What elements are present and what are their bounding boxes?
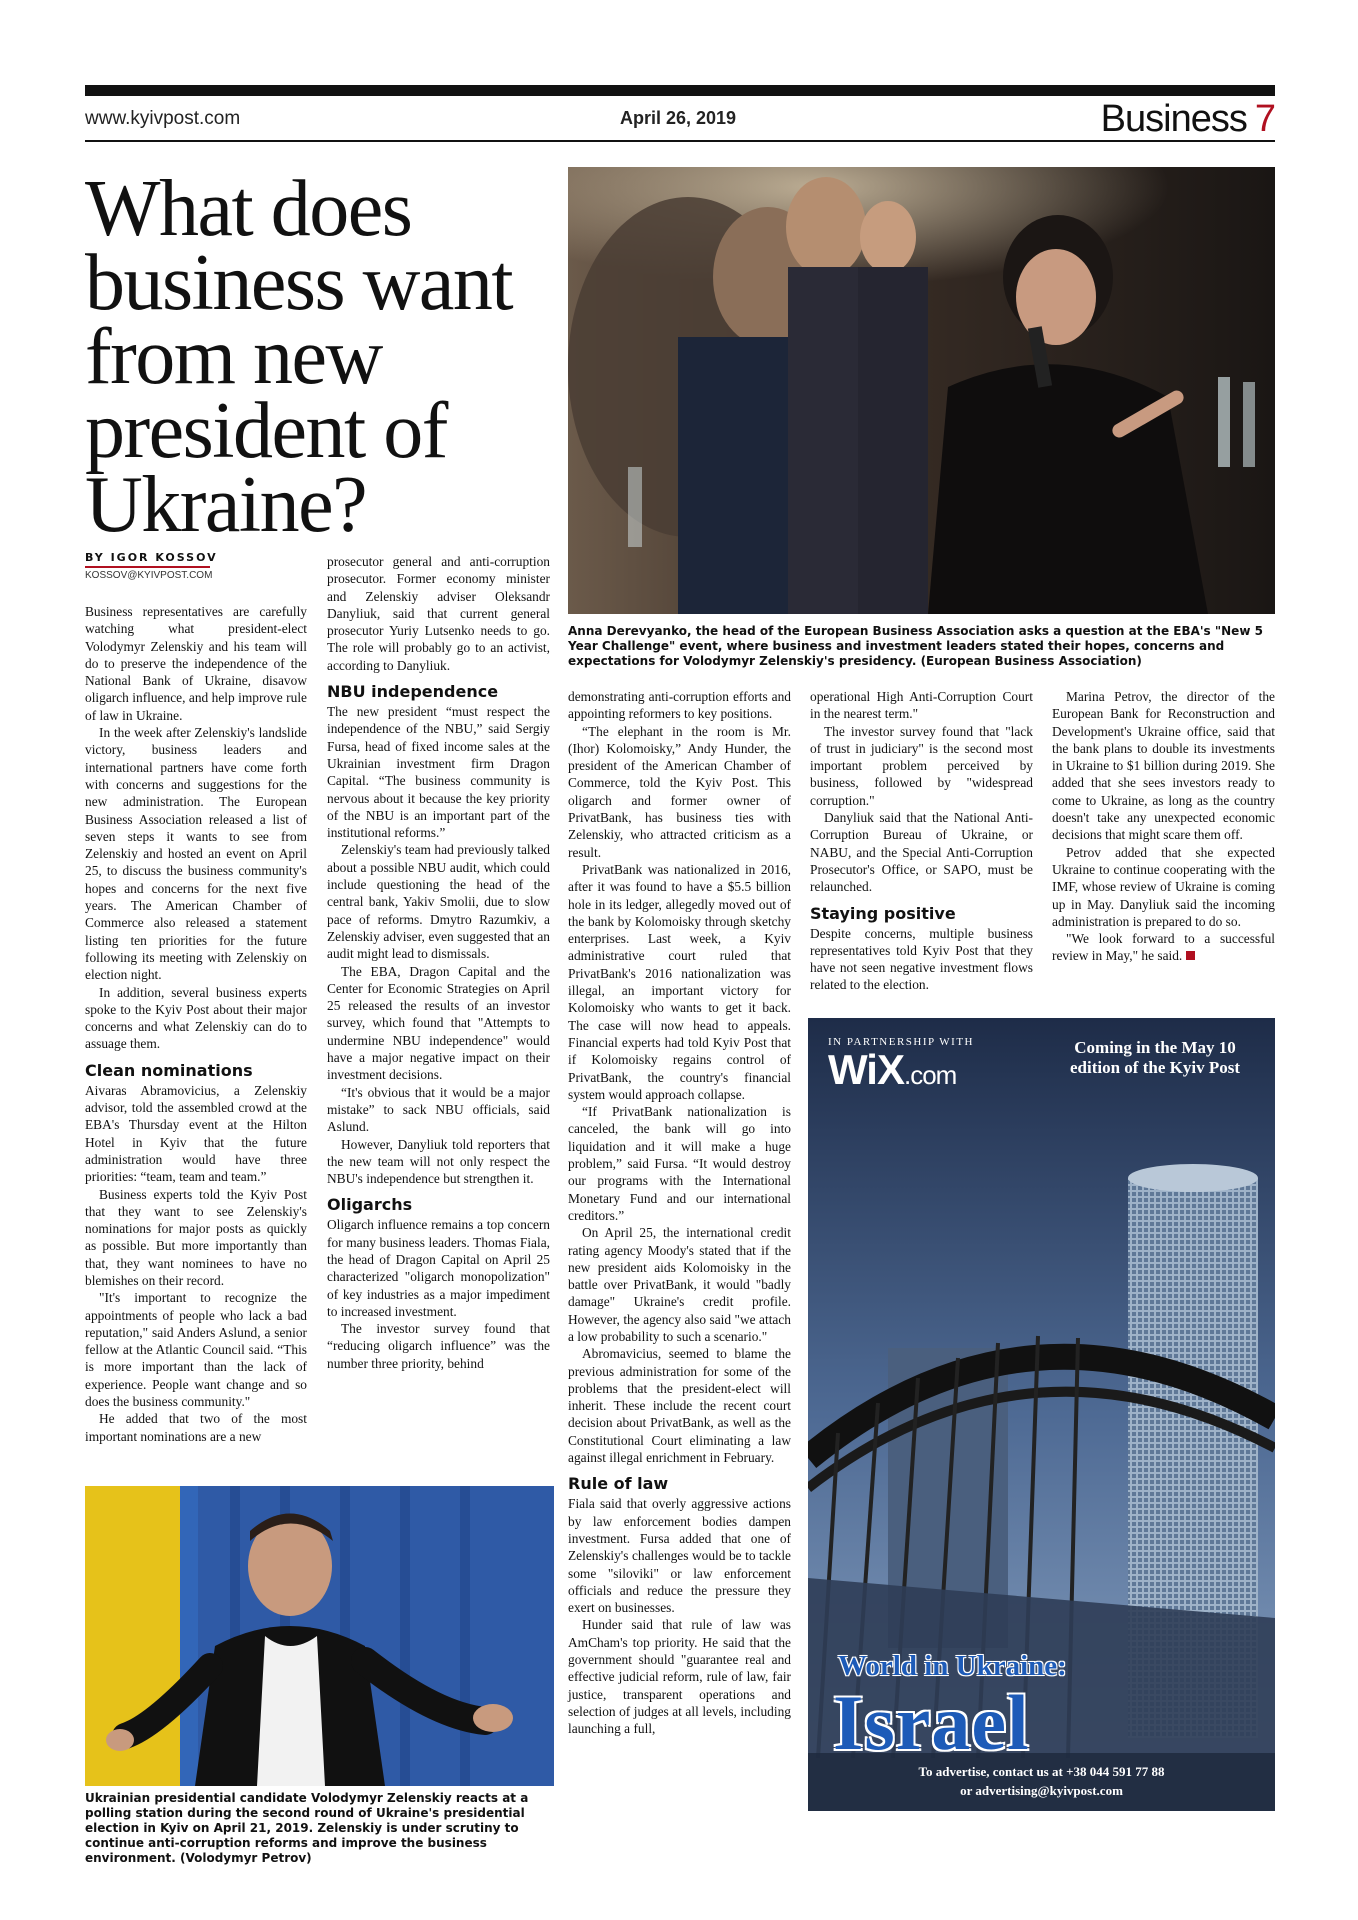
paragraph: "It's important to recognize the appointments of people who lack a bad reputation," said Anders Aslund, a senior fellow at the Atlantic Council said. “This is more important than the lack of experience. People want change and so does the business community." — [85, 1290, 307, 1410]
headline: What does business want from new president of Ukraine? — [85, 165, 513, 549]
author-email[interactable]: KOSSOV@KYIVPOST.COM — [85, 570, 213, 581]
header-rule — [85, 140, 1275, 142]
advertisement[interactable] — [808, 1018, 1275, 1811]
paragraph: However, Danyliuk told reporters that the new team will not only respect the NBU's independence but strengthen it. — [327, 1136, 550, 1187]
article-column-5 — [1052, 688, 1275, 965]
article-column-2 — [327, 553, 550, 1372]
paragraph: prosecutor general and anti-corruption prosecutor. Former economy minister and Zelenskiy adviser Oleksandr Danyliuk, said that current general prosecutor Yuriy Lutsenko needs to go. The role will probably go to an activist, according to Danyliuk. — [327, 554, 550, 673]
paragraph: “It's obvious that it would be a major mistake” to sack NBU officials, said Aslund. — [327, 1084, 550, 1135]
masthead-rule — [85, 85, 1275, 96]
event-photo-caption: Anna Derevyanko, the head of the European Business Association asks a question at the EBA's "New 5 Year Challenge" event, where business and investment leaders stated their hopes, concerns and expectations for Volodymyr Zelenskiy's presidency. (European Business Association) — [568, 624, 1263, 668]
wix-logo — [828, 1046, 956, 1094]
site-url: www.kyivpost.com — [85, 108, 241, 129]
paragraph: The EBA, Dragon Capital and the Center for Economic Strategies on April 25 released the results of an investor survey, which found that "Attempts to undermine NBU independence" would have a major negative impact on their investment decisions. — [327, 963, 550, 1083]
article-column-3 — [568, 688, 791, 1738]
paragraph: On April 25, the international credit rating agency Moody's stated that if the new president aids Kolomoisky in the battle over PrivatBank, it would "badly damage" Ukraine's credit profile. However, the agency also said "we attach a low probability to such a scenario." — [568, 1225, 791, 1344]
event-photo-illustration — [568, 167, 1275, 614]
page-number: 7 — [1254, 98, 1275, 140]
paragraph: Despite concerns, multiple business representatives told Kyiv Post that they have not seen negative investment flows related to the election. — [810, 925, 1033, 993]
paragraph: Oligarch influence remains a top concern for many business leaders. Thomas Fiala, the head of Dragon Capital on April 25 characterized "oligarch monopolization" of key industries as a major impediment to increased investment. — [327, 1217, 550, 1319]
article-column-4 — [810, 688, 1033, 994]
paragraph — [1052, 930, 1275, 965]
article-column-1 — [85, 603, 307, 1445]
byline — [85, 551, 218, 581]
paragraph: PrivatBank was nationalized in 2016, after it was found to have a $5.5 billion hole in its ledger, allegedly moved out of the bank by Kolomoisky through sketchy enterprises. Last week, a Kyiv administrative court ruled that PrivatBank's 2016 nationalization was illegal, an important victory for Kolomoisky who wants to get it back. The case will now head to appeals. Financial experts had told Kyiv Post that if Kolomoisky regains control of PrivatBank, the country's financial system would approach collapse. — [568, 861, 791, 1102]
subhead-staying-positive: Staying positive — [810, 903, 956, 923]
paragraph: The investor survey found that "lack of trust in judiciary" is the second most important problem perceived by business, followed by "widespread corruption." — [810, 723, 1033, 808]
section-name: Business — [1100, 98, 1247, 140]
ad-coming-soon: Coming in the May 10 edition of the Kyiv Post — [1070, 1038, 1240, 1077]
subhead-clean-nominations: Clean nominations — [85, 1060, 253, 1080]
paragraph: “If PrivatBank nationalization is canceled, the bank will go into liquidation and it will make a huge problem,” said Fursa. “It would destroy our programs with the International Monetary Fund and our international creditors.” — [568, 1104, 791, 1223]
zelenskiy-photo-caption: Ukrainian presidential candidate Volodymyr Zelenskiy reacts at a polling station during the second round of Ukraine's presidential election in Kyiv on April 21, 2019. Zelenskiy is under scrutiny to continue anti-corruption reforms and improve the business environment. (Volodymyr Petrov) — [85, 1791, 529, 1865]
byline-rule — [85, 566, 210, 568]
paragraph: In the week after Zelenskiy's landslide victory, business leaders and international partners have come forth with concerns and suggestions for the new administration. The European Business Association released a list of seven steps it wants to see from Zelenskiy and hosted an event on April 25, to discuss the business community's hopes and concerns for the next five years. The American Chamber of Commerce also released a statement listing ten priorities for the future following its meeting with Zelenskiy on election night. — [85, 725, 307, 983]
subhead-rule-of-law: Rule of law — [568, 1474, 669, 1494]
paragraph: Marina Petrov, the director of the European Bank for Reconstruction and Development's Ukraine office, said that the bank plans to double its investments in Ukraine to $1 billion during 2019. She added that she sees investors ready to come to Ukraine, as long as the country doesn't take any unexpected economic decisions that might scare them off. — [1052, 689, 1275, 843]
paragraph: “The elephant in the room is Mr. (Ihor) Kolomoisky,” Andy Hunder, the president of the American Chamber of Commerce, told the Kyiv Post. This oligarch and former owner of PrivatBank, has business ties with Zelenskiy, who attracted criticism as a result. — [568, 723, 791, 860]
paragraph: Aivaras Abramovicius, a Zelenskiy advisor, told the assembled crowd at the EBA's Thursday event at the Hilton Hotel in Kyiv that the future administration would have three priorities: “team, team and team.” — [85, 1082, 307, 1185]
paragraph: Fiala said that overly aggressive actions by law enforcement bodies dampen investment. Fursa added that one of Zelenskiy's challenges would be to tackle some "siloviki" or law enforcement officials and reduce the pressure they exert on businesses. — [568, 1496, 791, 1616]
paragraph: Petrov added that she expected Ukraine to continue cooperating with the IMF, whose review of Ukraine is coming up in May. Danyliuk said the incoming administration is prepared to do so. — [1052, 844, 1275, 929]
ad-title: World in Ukraine: — [838, 1650, 1067, 1682]
wix-brand-suffix: .com — [903, 1060, 957, 1090]
zelenskiy-photo-illustration — [85, 1486, 554, 1786]
closing-quote: "We look forward to a successful review in May," he said. — [1052, 931, 1275, 964]
paragraph: Danyliuk said that the National Anti-Corruption Bureau of Ukraine, or NABU, and the Special Anti-Corruption Prosecutor's Office, or SAPO, must be relaunched. — [810, 810, 1033, 895]
ad-contact-phone: To advertise, contact us at +38 044 591 77 88 — [918, 1764, 1165, 1779]
paragraph: The new president “must respect the independence of the NBU,” said Sergiy Fursa, head of fixed income sales at the Ukrainian investment firm Dragon Capital. “The business community is nervous about it because the key priority of the NBU is an important part of the institutional reforms.” — [327, 704, 550, 841]
wix-brand: WiX — [828, 1046, 904, 1093]
paragraph: operational High Anti-Corruption Court in the nearest term." — [810, 689, 1033, 722]
ad-contact-email[interactable]: or advertising@kyivpost.com — [960, 1783, 1123, 1798]
ad-partnership-label: IN PARTNERSHIP WITH — [828, 1036, 974, 1048]
event-photo — [568, 167, 1275, 614]
subhead-nbu-independence: NBU independence — [327, 682, 499, 702]
paragraph: In addition, several business experts spoke to the Kyiv Post about their major concerns and what Zelenskiy can do to assuage them. — [85, 984, 307, 1052]
ad-country: Israel — [833, 1679, 1030, 1766]
paragraph: Abromavicius, seemed to blame the previous administration for some of the problems that the president-elect will inherit. These include the recent court decision about PrivatBank, as well as the Constitutional Court eliminating a law against illegal enrichment in February. — [568, 1346, 791, 1466]
issue-date: April 26, 2019 — [620, 108, 737, 128]
paragraph: Hunder said that rule of law was AmCham's top priority. He said that the government should "guarantee real and effective judicial reform, rule of law, fair justice, transparent operations and selection of judges at all levels, including launching a full, — [568, 1617, 791, 1737]
paragraph: Zelenskiy's team had previously talked about a possible NBU audit, which could include questioning the head of the central bank, Yakiv Smolii, due to slow pace of reforms. Dmytro Razumkiv, a Zelenskiy adviser, even suggested that an audit might lead to dismissals. — [327, 842, 550, 962]
paragraph: demonstrating anti-corruption efforts and appointing reformers to key positions. — [568, 689, 791, 722]
zelenskiy-photo — [85, 1486, 554, 1786]
paragraph: The investor survey found that “reducing oligarch influence” was the number three priority, behind — [327, 1321, 550, 1371]
end-mark — [1186, 951, 1195, 960]
section-label — [1101, 98, 1275, 141]
author: BY IGOR KOSSOV — [85, 551, 218, 564]
paragraph: He added that two of the most important nominations are a new — [85, 1411, 307, 1444]
paragraph: Business experts told the Kyiv Post that they want to see Zelenskiy's nominations for major posts as quickly as possible. But more importantly than that, they want nominees to have no blemishes on their record. — [85, 1186, 307, 1288]
ad-contact — [808, 1762, 1275, 1800]
subhead-oligarchs: Oligarchs — [327, 1195, 413, 1215]
paragraph: Business representatives are carefully watching what president-elect Volodymyr Zelenskiy and his team will do to preserve the independence of the National Bank of Ukraine, disavow oligarch influence, and help improve rule of law in Ukraine. — [85, 604, 307, 723]
